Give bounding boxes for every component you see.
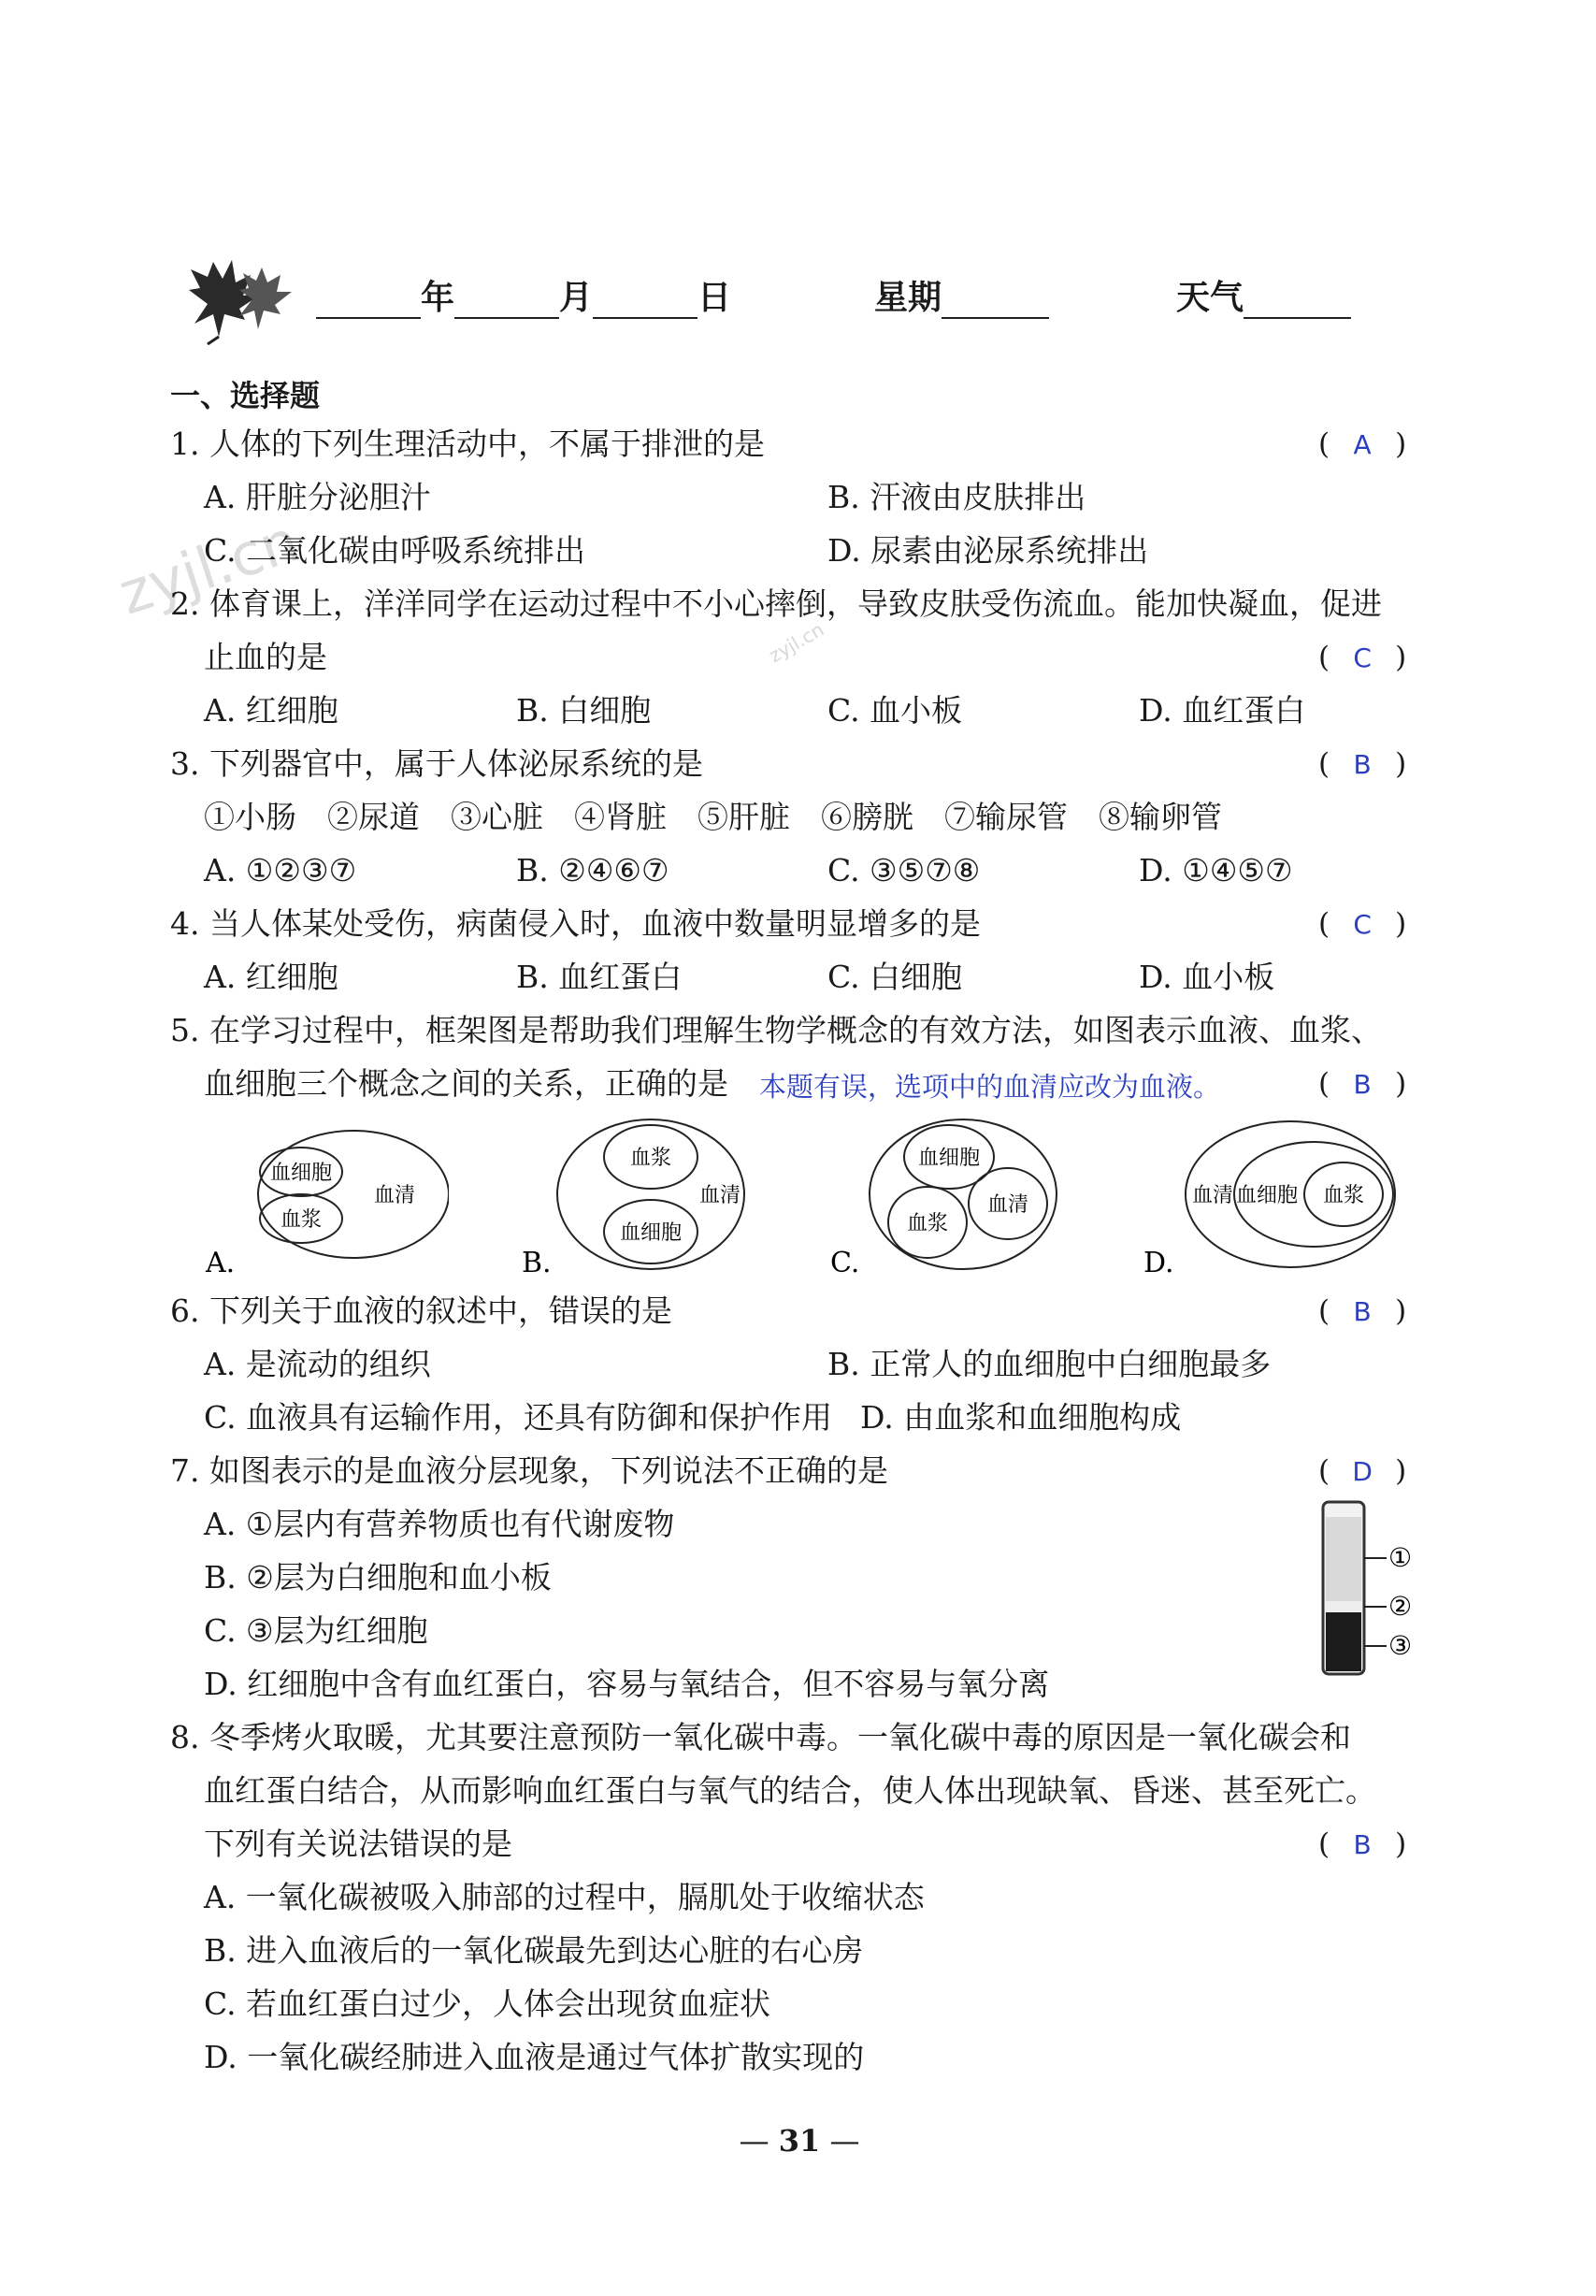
tube-label-3: ③ xyxy=(1388,1630,1413,1661)
diagram-a-label-3: 血清 xyxy=(373,1184,416,1207)
question-2-stem: 2. 体育课上，洋洋同学在运动过程中不小心摔倒，导致皮肤受伤流血。能加快凝血，促进 xyxy=(170,585,1382,622)
weather-label: 天气 xyxy=(1176,279,1244,317)
question-8-option-c: C. 若血红蛋白过少，人体会出现贫血症状 xyxy=(204,1986,771,2022)
question-8-option-b: B. 进入血液后的一氧化碳最先到达心脏的右心房 xyxy=(204,1932,864,1969)
diagram-d-label-2: 血细胞 xyxy=(1235,1184,1299,1207)
diagram-c-label-2: 血清 xyxy=(986,1193,1029,1217)
question-7-answer: ( D ) xyxy=(1318,1454,1407,1488)
question-2-option-c: C. 血小板 xyxy=(827,692,963,729)
question-2-answer: ( C ) xyxy=(1318,641,1407,674)
diagram-c-label-1: 血细胞 xyxy=(917,1147,981,1170)
question-2-option-a: A. 红细胞 xyxy=(204,692,338,729)
question-1-option-c: C. 二氧化碳由呼吸系统排出 xyxy=(204,532,586,569)
question-1-answer: ( A ) xyxy=(1318,427,1407,461)
question-1-stem: 1. 人体的下列生理活动中，不属于排泄的是 xyxy=(170,426,765,462)
question-8-option-a: A. 一氧化碳被吸入肺部的过程中，膈肌处于收缩状态 xyxy=(204,1879,925,1915)
year-label: 年 xyxy=(421,279,455,317)
diagram-b-label-3: 血细胞 xyxy=(619,1221,683,1245)
diagram-c-letter: C. xyxy=(830,1247,860,1279)
test-tube-figure xyxy=(1314,1496,1426,1683)
date-line xyxy=(316,271,731,319)
diagram-d-label-3: 血浆 xyxy=(1322,1184,1365,1207)
watermark-large: zyjl.cn xyxy=(110,506,308,628)
question-7-option-c: C. ③层为红细胞 xyxy=(204,1612,428,1649)
watermark-small: zyjl.cn xyxy=(765,617,828,668)
question-5-correction-note: 本题有误，选项中的血清应改为血液。 xyxy=(759,1071,1221,1103)
question-1-option-a: A. 肝脏分泌胆汁 xyxy=(204,479,431,515)
month-blank[interactable] xyxy=(454,283,559,319)
diagram-d-letter: D. xyxy=(1143,1247,1174,1279)
question-2-stem-cont: 止血的是 xyxy=(204,639,327,675)
month-label: 月 xyxy=(559,279,594,317)
diagram-b-label-1: 血浆 xyxy=(629,1147,672,1170)
diagram-c-label-3: 血浆 xyxy=(906,1212,949,1235)
question-7-option-a: A. ①层内有营养物质也有代谢废物 xyxy=(204,1506,675,1542)
day-blank[interactable] xyxy=(593,283,697,319)
diagram-b-letter: B. xyxy=(522,1247,552,1279)
question-2-option-d: D. 血红蛋白 xyxy=(1139,692,1306,729)
year-blank[interactable] xyxy=(316,283,421,319)
diagram-b-label-2: 血清 xyxy=(698,1184,741,1207)
question-3-stem: 3. 下列器官中，属于人体泌尿系统的是 xyxy=(170,745,703,782)
question-4-stem: 4. 当人体某处受伤，病菌侵入时，血液中数量明显增多的是 xyxy=(170,905,981,942)
question-8-option-d: D. 一氧化碳经肺进入血液是通过气体扩散实现的 xyxy=(204,2039,865,2075)
question-8-stem: 8. 冬季烤火取暖，尤其要注意预防一氧化碳中毒。一氧化碳中毒的原因是一氧化碳会和 xyxy=(170,1719,1351,1755)
layer-2-buffy-coat xyxy=(1326,1601,1361,1612)
question-5-stem: 5. 在学习过程中，框架图是帮助我们理解生物学概念的有效方法，如图表示血液、血浆、 xyxy=(170,1012,1382,1048)
question-4-option-a: A. 红细胞 xyxy=(204,959,338,995)
question-6-option-a: A. 是流动的组织 xyxy=(204,1346,431,1382)
maple-leaf-icon xyxy=(170,253,310,346)
question-1-option-b: B. 汗液由皮肤排出 xyxy=(827,479,1086,515)
question-8-answer: ( B ) xyxy=(1318,1827,1407,1861)
weather-blank[interactable] xyxy=(1244,283,1351,319)
question-6-option-c: C. 血液具有运输作用，还具有防御和保护作用 xyxy=(204,1399,833,1436)
question-7-option-b: B. ②层为白细胞和血小板 xyxy=(204,1559,552,1596)
question-3-option-d: D. ①④⑤⑦ xyxy=(1139,852,1293,888)
question-6-option-d: D. 由血浆和血细胞构成 xyxy=(860,1399,1182,1436)
question-7-stem: 7. 如图表示的是血液分层现象，下列说法不正确的是 xyxy=(170,1452,888,1489)
diagram-a-label-1: 血细胞 xyxy=(269,1162,333,1185)
tube-label-2: ② xyxy=(1388,1591,1413,1622)
question-4-option-b: B. 血红蛋白 xyxy=(516,959,683,995)
diagram-a-label-2: 血浆 xyxy=(280,1208,323,1232)
diagram-a xyxy=(196,1118,449,1277)
weekday-blank[interactable] xyxy=(942,283,1049,319)
weather-line xyxy=(1176,271,1351,319)
diagram-b xyxy=(512,1118,765,1281)
layer-3-red-cells xyxy=(1326,1612,1361,1671)
question-5-answer: ( B ) xyxy=(1318,1067,1407,1101)
weekday-line xyxy=(874,271,1049,319)
weekday-label: 星期 xyxy=(874,279,942,317)
question-7-option-d: D. 红细胞中含有血红蛋白，容易与氧结合，但不容易与氧分离 xyxy=(204,1666,1050,1702)
question-4-answer: ( C ) xyxy=(1318,907,1407,941)
question-8-stem-cont-2: 下列有关说法错误的是 xyxy=(204,1826,512,1862)
question-1-option-d: D. 尿素由泌尿系统排出 xyxy=(827,532,1149,569)
diagram-d-label-1: 血清 xyxy=(1191,1184,1234,1207)
question-5-stem-cont: 血细胞三个概念之间的关系，正确的是 xyxy=(204,1065,728,1102)
tube-label-1: ① xyxy=(1388,1542,1413,1573)
diagram-d xyxy=(1136,1118,1402,1281)
question-3-option-c: C. ③⑤⑦⑧ xyxy=(827,852,981,888)
question-6-stem: 6. 下列关于血液的叙述中，错误的是 xyxy=(170,1292,672,1329)
question-6-option-b: B. 正常人的血细胞中白细胞最多 xyxy=(827,1346,1272,1382)
question-4-option-c: C. 白细胞 xyxy=(827,959,963,995)
layer-1-plasma xyxy=(1326,1517,1361,1601)
day-label: 日 xyxy=(697,279,732,317)
page-number-value: 31 xyxy=(778,2123,821,2159)
question-3-items: ①小肠 ②尿道 ③心脏 ④肾脏 ⑤肝脏 ⑥膀胱 ⑦输尿管 ⑧输卵管 xyxy=(204,799,1222,835)
section-title: 一、选择题 xyxy=(170,378,321,413)
question-3-option-b: B. ②④⑥⑦ xyxy=(516,852,669,888)
question-3-answer: ( B ) xyxy=(1318,747,1407,781)
diagram-a-letter: A. xyxy=(206,1247,236,1277)
question-8-stem-cont-1: 血红蛋白结合，从而影响血红蛋白与氧气的结合，使人体出现缺氧、昏迷、甚至死亡。 xyxy=(204,1772,1376,1809)
question-3-option-a: A. ①②③⑦ xyxy=(204,852,357,888)
page-number: — 31 — xyxy=(739,2123,860,2159)
diagram-c xyxy=(823,1118,1075,1281)
question-6-answer: ( B ) xyxy=(1318,1294,1407,1328)
question-2-option-b: B. 白细胞 xyxy=(516,692,652,729)
question-4-option-d: D. 血小板 xyxy=(1139,959,1275,995)
